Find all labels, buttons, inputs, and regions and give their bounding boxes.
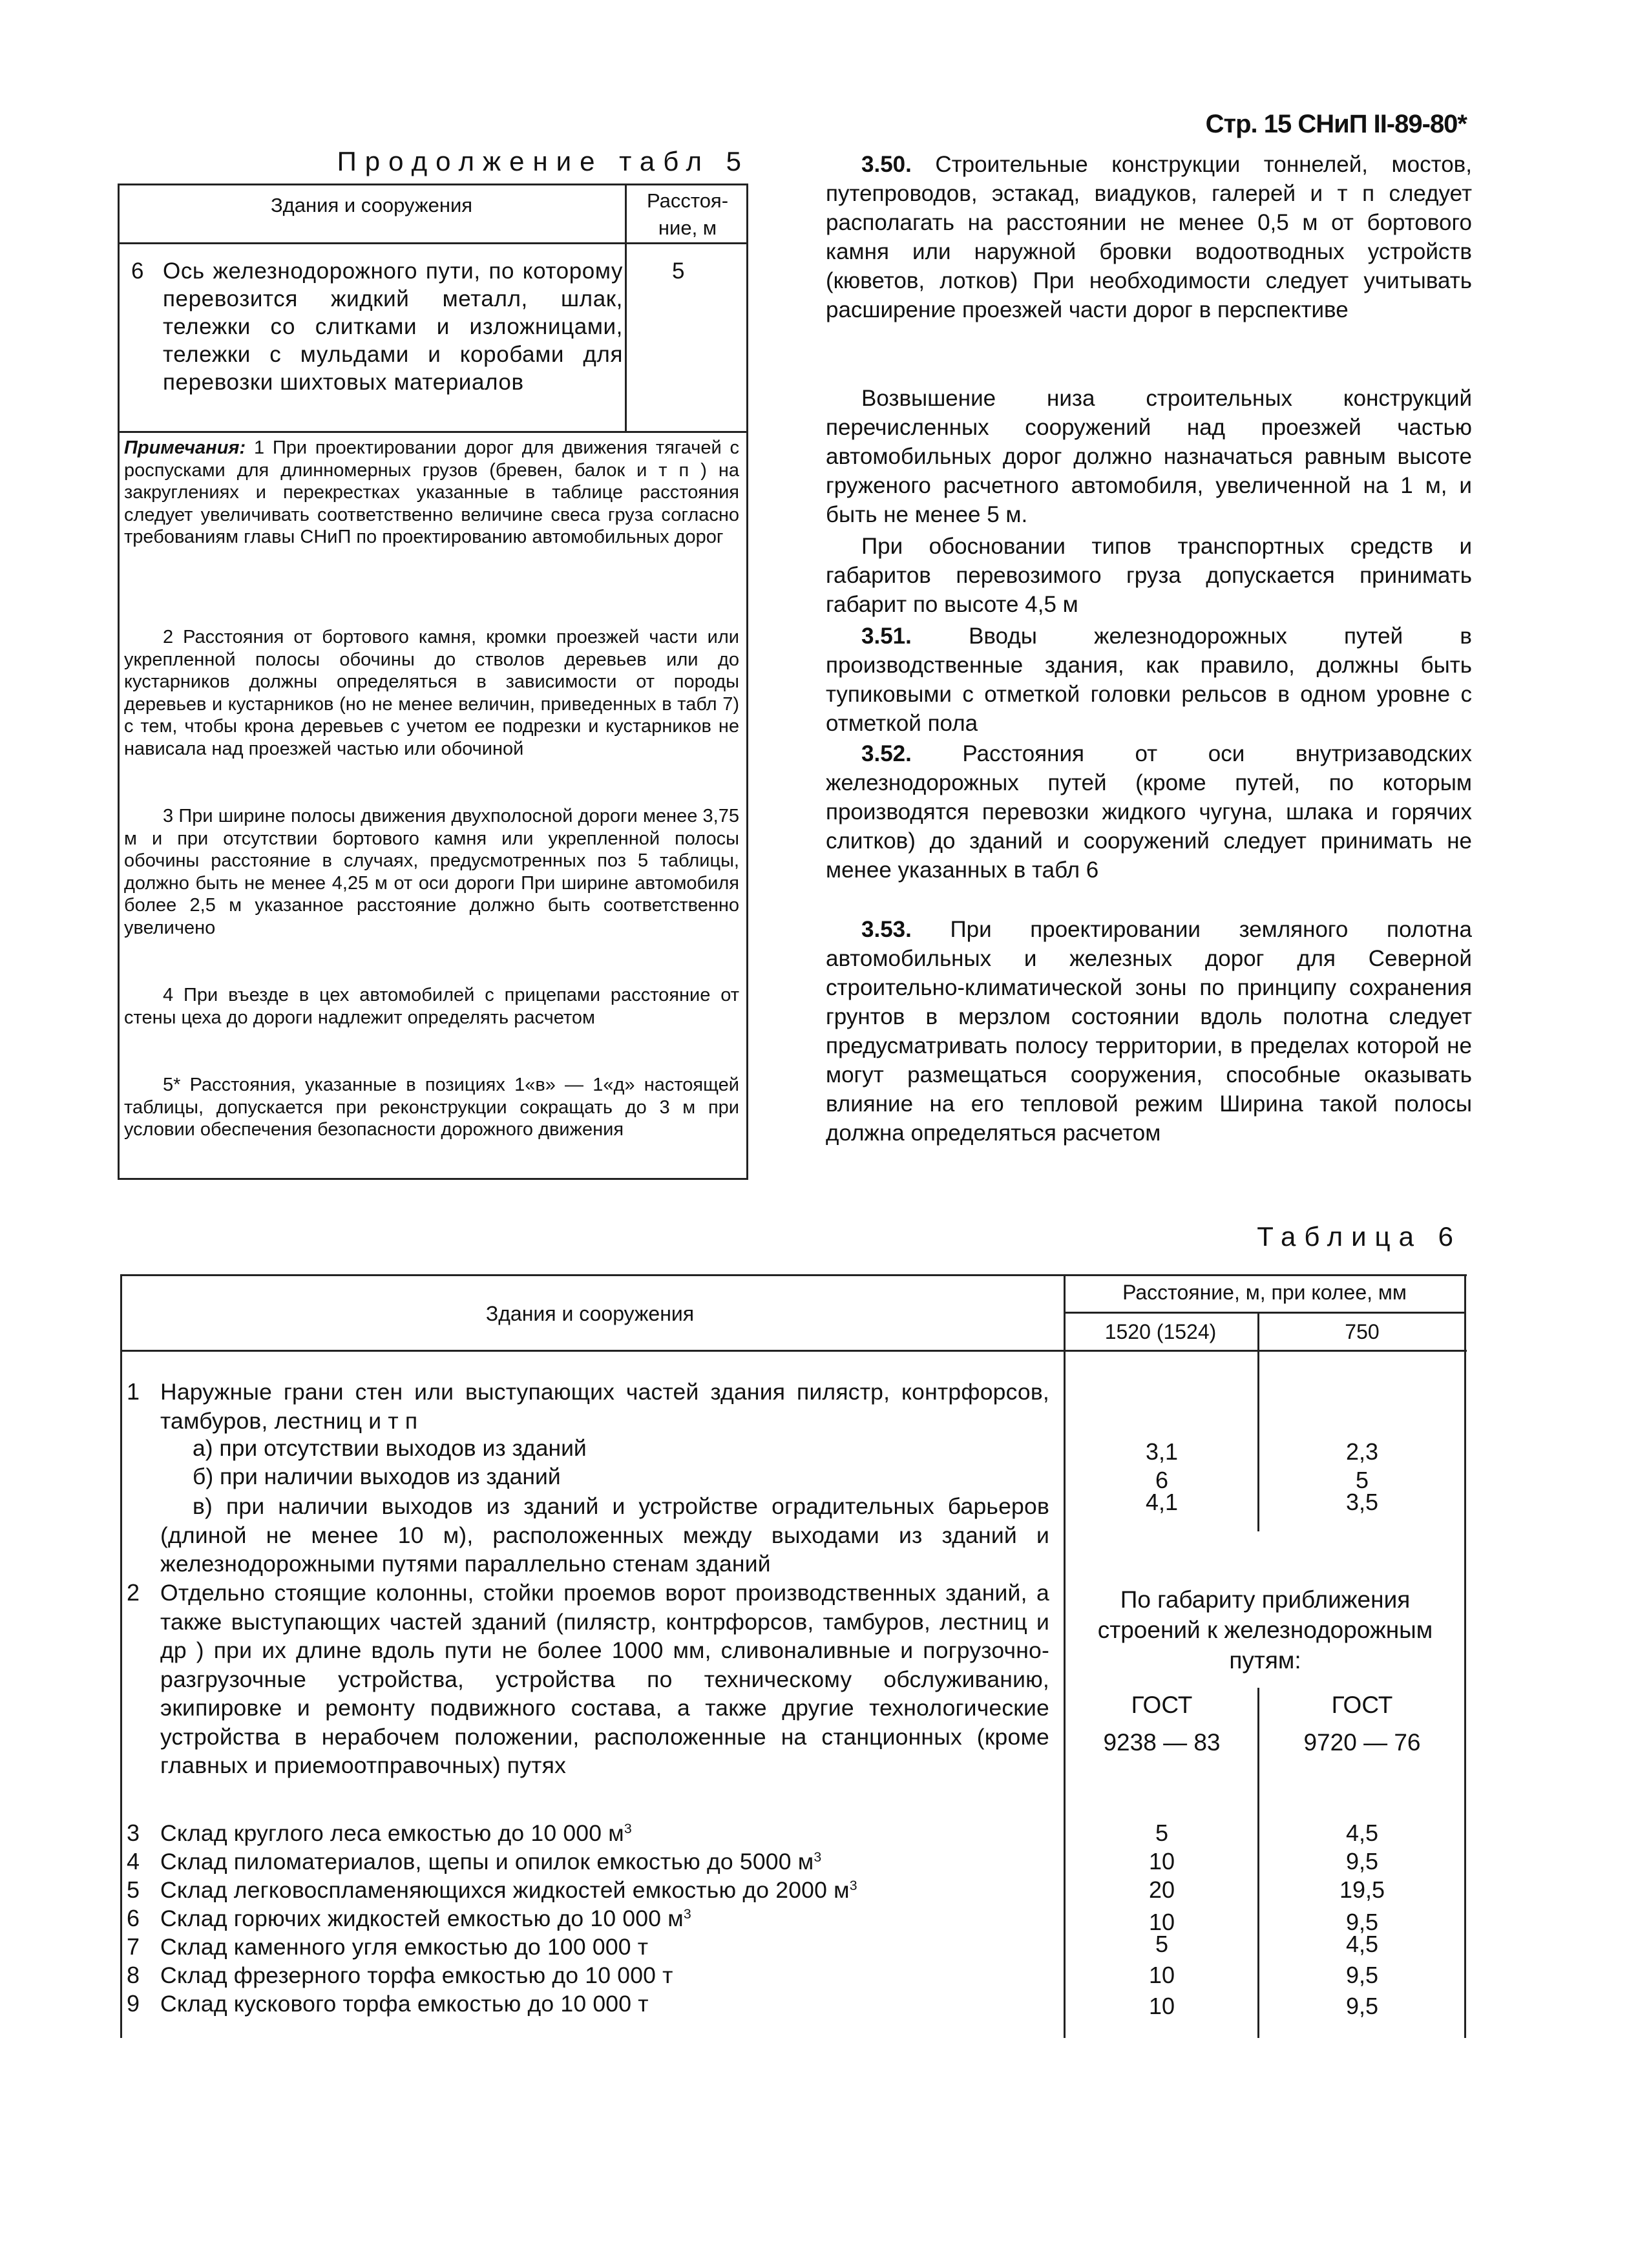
- paragraph-3-50-text: Строительные конструкции тоннелей, мостов, путепроводов, эстакад, виадуков, галерей и т п следует располагать на расстоянии не менее 0,5 м от бортового камня или наружной бровки водоотводных устройств (кюветов, лотков) При необходимости следует учитывать расширение проезжей части дорог в перспективе: [826, 152, 1472, 322]
- table5-row-value: 5: [672, 258, 685, 284]
- gost-1-label: ГОСТ: [1131, 1692, 1193, 1718]
- table6-row-2-gost-2: [1260, 1686, 1464, 1761]
- paragraph-3-53: [826, 915, 1472, 1148]
- paragraph-3-50-b: [826, 384, 1472, 529]
- row-number: 9: [127, 1990, 140, 2017]
- table6-col-750: 750: [1345, 1320, 1380, 1343]
- table6-right-border: [1464, 1274, 1466, 2038]
- row-number: 7: [127, 1933, 140, 1960]
- row-value-750: 9,5: [1345, 1848, 1379, 1874]
- table5-note-5: [124, 1074, 739, 1141]
- row-value-1520: 5: [1155, 1820, 1169, 1846]
- row-value-750: 9,5: [1345, 1962, 1379, 1988]
- table6-row-1c-value-750: 3,5: [1345, 1489, 1379, 1515]
- table6-row-2-gost-1: [1066, 1686, 1257, 1761]
- gost-2-number: 9720 — 76: [1303, 1729, 1421, 1756]
- page-header: Стр. 15 СНиП II-89-80*: [1205, 110, 1467, 138]
- table6-row-1a-value-750: 2,3: [1345, 1438, 1379, 1465]
- row-value-750: 4,5: [1345, 1820, 1379, 1846]
- paragraph-3-51: [826, 622, 1472, 738]
- paragraph-3-52-text: Расстояния от оси внутризаводских железнодорожных путей (кроме путей, по которым производятся перевозки жидкого чугуна, шлака и горячих слитков) до зданий и сооружений следует принимать не менее указанных в табл 6: [826, 741, 1472, 883]
- note-3-text: 3 При ширине полосы движения двухполосной дороги менее 3,75 м и при отсутствии бортового камня или укрепленной полосы обочины расстояние в случаях, предусмотренных поз 5 таблицы, должно быть не менее 4,25 м от оси дороги При ширине автомобиля более 2,5 м указанное расстояние должно быть соответственно увеличено: [124, 806, 739, 938]
- table5-col-buildings: Здания и сооружения: [270, 194, 473, 216]
- row-text: [160, 1819, 1049, 1848]
- row-text-main: Склад фрезерного торфа емкостью до 10 000 т: [160, 1962, 673, 1988]
- notes-label: Примечания:: [124, 437, 246, 458]
- row-text-main: Склад пиломатериалов, щепы и опилок емкостью до 5000 м: [160, 1849, 814, 1874]
- paragraph-3-50: [826, 150, 1472, 324]
- table6-caption: Таблица 6: [1257, 1221, 1462, 1252]
- table6-subheader-divider: [1064, 1312, 1465, 1314]
- table6-row-1c-text: в) при наличии выходов из зданий и устройстве оградительных барьеров (длиной не менее 10 м), расположенных между выходами из зданий и железнодорожными путями параллельно стенам зданий: [160, 1493, 1049, 1577]
- paragraph-3-50-c: [826, 532, 1472, 619]
- table6-left-border: [120, 1274, 122, 2038]
- table6-row-1a-text: а) при отсутствии выходов из зданий: [193, 1435, 587, 1461]
- paragraph-3-50-number: 3.50.: [861, 152, 912, 177]
- row-text-main: Склад круглого леса емкостью до 10 000 м: [160, 1820, 624, 1846]
- table5-notes-divider: [118, 431, 748, 433]
- row-text-main: Склад горючих жидкостей емкостью до 10 000 м: [160, 1906, 684, 1931]
- table5-row-number: 6: [131, 258, 144, 284]
- row-text: [160, 1904, 1049, 1933]
- row-text: [160, 1961, 1049, 1990]
- table6-col-divider-2a: [1257, 1312, 1259, 1531]
- row-value-750: 9,5: [1345, 1993, 1379, 2019]
- row-value-750: 19,5: [1339, 1876, 1385, 1903]
- row-number: 4: [127, 1848, 140, 1874]
- row-text-main: Склад кускового торфа емкостью до 10 000 т: [160, 1991, 649, 2017]
- table6-top-border: [120, 1274, 1467, 1276]
- table5-note-4: [124, 984, 739, 1029]
- row-text-sup: 3: [814, 1849, 822, 1865]
- table6-row-1b-value-750: 5: [1355, 1467, 1369, 1493]
- row-text: [160, 1876, 1049, 1905]
- row-text-sup: 3: [624, 1821, 632, 1836]
- table6-row-1-text: Наружные грани стен или выступающих частей здания пилястр, контрфорсов, тамбуров, лестниц и т п: [160, 1379, 1049, 1434]
- table6-row-1c-value-1520: 4,1: [1145, 1489, 1179, 1515]
- row-number: 8: [127, 1962, 140, 1988]
- table6-row-1b-text: б) при наличии выходов из зданий: [193, 1464, 561, 1489]
- row-text: [160, 1990, 1049, 2019]
- gost-2-label: ГОСТ: [1331, 1692, 1393, 1718]
- table6-row-2-number: 2: [127, 1579, 140, 1606]
- row-text-sup: 3: [683, 1906, 691, 1922]
- row-text: [160, 1847, 1049, 1876]
- paragraph-3-53-text: При проектировании земляного полотна автомобильных и железных дорог для Северной строительно-климатической зоны по принципу сохранения грунтов в мерзлом состоянии вдоль полотна следует предусматривать полосу территории, в пределах которой не могут размещаться сооружения, способные оказывать влияние на его тепловой режим Ширина такой полосы должна определяться расчетом: [826, 917, 1472, 1146]
- table6-row-2-text: Отдельно стоящие колонны, стойки проемов ворот производственных зданий, а также выступающих частей зданий (пилястр, контрфорсов, тамбуров, лестниц и др ) при их длине вдоль пути не более 1000 мм, сливоналивные и погрузочно-разгрузочные устройства, устройства по техническому обслуживанию, экипировке и ремонту подвижного состава, а также другие технологические устройства в нерабочем положении, расположенные на станционных (кроме главных и приемоотправочных) путях: [160, 1580, 1049, 1778]
- table6-header-bottom: [120, 1350, 1467, 1352]
- table5-note-2: [124, 626, 739, 760]
- row-text-main: Склад легковоспламеняющихся жидкостей емкостью до 2000 м: [160, 1877, 850, 1903]
- row-value-1520: 20: [1148, 1876, 1175, 1903]
- paragraph-3-52: [826, 739, 1472, 885]
- row-value-1520: 5: [1155, 1931, 1169, 1957]
- row-value-1520: 10: [1148, 1848, 1175, 1874]
- row-value-1520: 10: [1148, 1962, 1175, 1988]
- table6-col-divider-2b: [1257, 1688, 1259, 2038]
- paragraph-3-50-c-text: При обосновании типов транспортных средств и габаритов перевозимого груза допускается принимать габарит по высоте 4,5 м: [826, 534, 1472, 617]
- paragraph-3-51-number: 3.51.: [861, 624, 912, 649]
- row-text: [160, 1933, 1049, 1962]
- note-5-text: 5* Расстояния, указанные в позициях 1«в» — 1«д» настоящей таблицы, допускается при реконструкции сокращать до 3 м при условии обеспечения безопасности дорожного движения: [124, 1075, 739, 1140]
- table5-column-divider: [625, 184, 627, 431]
- table6-col-divider-1: [1064, 1274, 1066, 2038]
- gost-1-number: 9238 — 83: [1103, 1729, 1221, 1756]
- row-number: 5: [127, 1876, 140, 1903]
- table5-note-1: [124, 437, 739, 549]
- table5-caption: Продолжение табл 5: [337, 146, 750, 176]
- row-text-main: Склад каменного угля емкостью до 100 000 т: [160, 1934, 649, 1960]
- table6-row-2-gabarit: По габариту приближения строений к железнодорожным путям:: [1097, 1586, 1433, 1674]
- row-number: 3: [127, 1820, 140, 1846]
- table5-header-divider: [118, 242, 748, 244]
- table5-note-3: [124, 805, 739, 939]
- table6-row-1-number: 1: [127, 1378, 140, 1405]
- table6-row-1b-value-1520: 6: [1155, 1467, 1169, 1493]
- paragraph-3-50-b-text: Возвышение низа строительных конструкций перечисленных сооружений над проезжей частью автомобильных дорог должно назначаться равным высоте груженого расчетного автомобиля, увеличенной на 1 м, и быть не менее 5 м.: [826, 386, 1472, 527]
- note-4-text: 4 При въезде в цех автомобилей с прицепами расстояние от стены цеха до дороги надлежит определять расчетом: [124, 985, 739, 1028]
- row-text-sup: 3: [849, 1878, 857, 1893]
- table5-row-text: Ось железнодорожного пути, по которому перевозится жидкий металл, шлак, тележки со слитками и изложницами, тележки с мульдами и коробами для перевозки шихтовых материалов: [163, 258, 623, 395]
- paragraph-3-51-text: Вводы железнодорожных путей в производственные здания, как правило, должны быть тупиковыми с отметкой головки рельсов в одном уровне с отметкой пола: [826, 624, 1472, 736]
- row-value-1520: 10: [1148, 1993, 1175, 2019]
- table6-col-1520: 1520 (1524): [1104, 1320, 1217, 1343]
- table6-col-distance: Расстояние, м, при колее, мм: [1122, 1281, 1407, 1304]
- row-value-750: 4,5: [1345, 1931, 1379, 1957]
- row-value-750: 9,5: [1345, 1909, 1379, 1935]
- row-number: 6: [127, 1905, 140, 1931]
- table5-col-distance: Расстоя-ние, м: [646, 189, 729, 239]
- row-value-1520: 10: [1148, 1909, 1175, 1935]
- paragraph-3-52-number: 3.52.: [861, 741, 912, 766]
- table6-col-buildings: Здания и сооружения: [485, 1302, 695, 1325]
- table6-row-1a-value-1520: 3,1: [1145, 1438, 1179, 1465]
- paragraph-3-53-number: 3.53.: [861, 917, 912, 942]
- note-1-text: 1 При проектировании дорог для движения тягачей с роспусками для длинномерных грузов (бревен, балок и т п ) на закруглениях и перекрестках указанные в таблице расстояния следует увеличивать соответственно величине свеса груза согласно требованиям главы СНиП по проектированию автомобильных дорог: [124, 437, 739, 547]
- note-2-text: 2 Расстояния от бортового камня, кромки проезжей части или укрепленной полосы обочины до стволов деревьев или до кустарников должны определяться в зависимости от породы деревьев и кустарников (но не менее величин, приведенных в табл 7) с тем, чтобы крона деревьев с учетом ее подрезки и кустарников не нависала над проезжей частью или обочиной: [124, 627, 739, 759]
